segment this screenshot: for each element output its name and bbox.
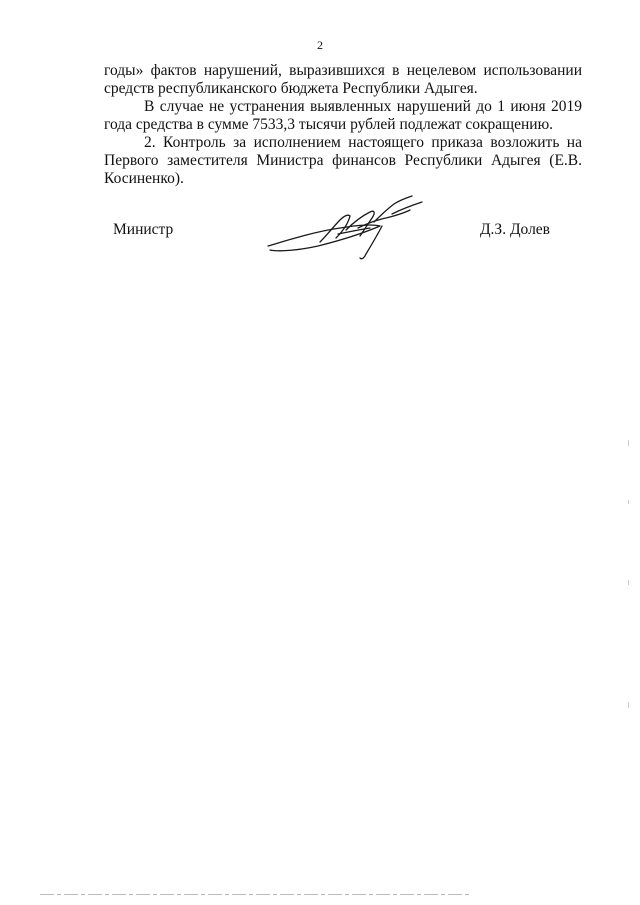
paragraph-deadline: В случае не устранения выявленных нарушений до 1 июня 2019 года средства в сумме 7533,3 тысячи рублей подлежат сокращению.	[104, 98, 582, 133]
signatory-name: Д.З. Долев	[479, 221, 550, 238]
signatory-position: Министр	[113, 221, 174, 238]
paragraph-control: 2. Контроль за исполнением настоящего приказа возложить на Первого заместителя Министра финансов Республики Адыгея (Е.В. Косиненко).	[104, 134, 582, 187]
handwritten-signature-icon	[262, 192, 432, 262]
paragraph-violations: годы» фактов нарушений, выразившихся в нецелевом использовании средств республиканского бюджета Республики Адыгея.	[104, 62, 582, 97]
scan-specks-artifact	[626, 440, 632, 710]
page-number: 2	[317, 38, 323, 52]
document-body	[104, 62, 582, 188]
scan-edge-artifact	[0, 893, 640, 896]
